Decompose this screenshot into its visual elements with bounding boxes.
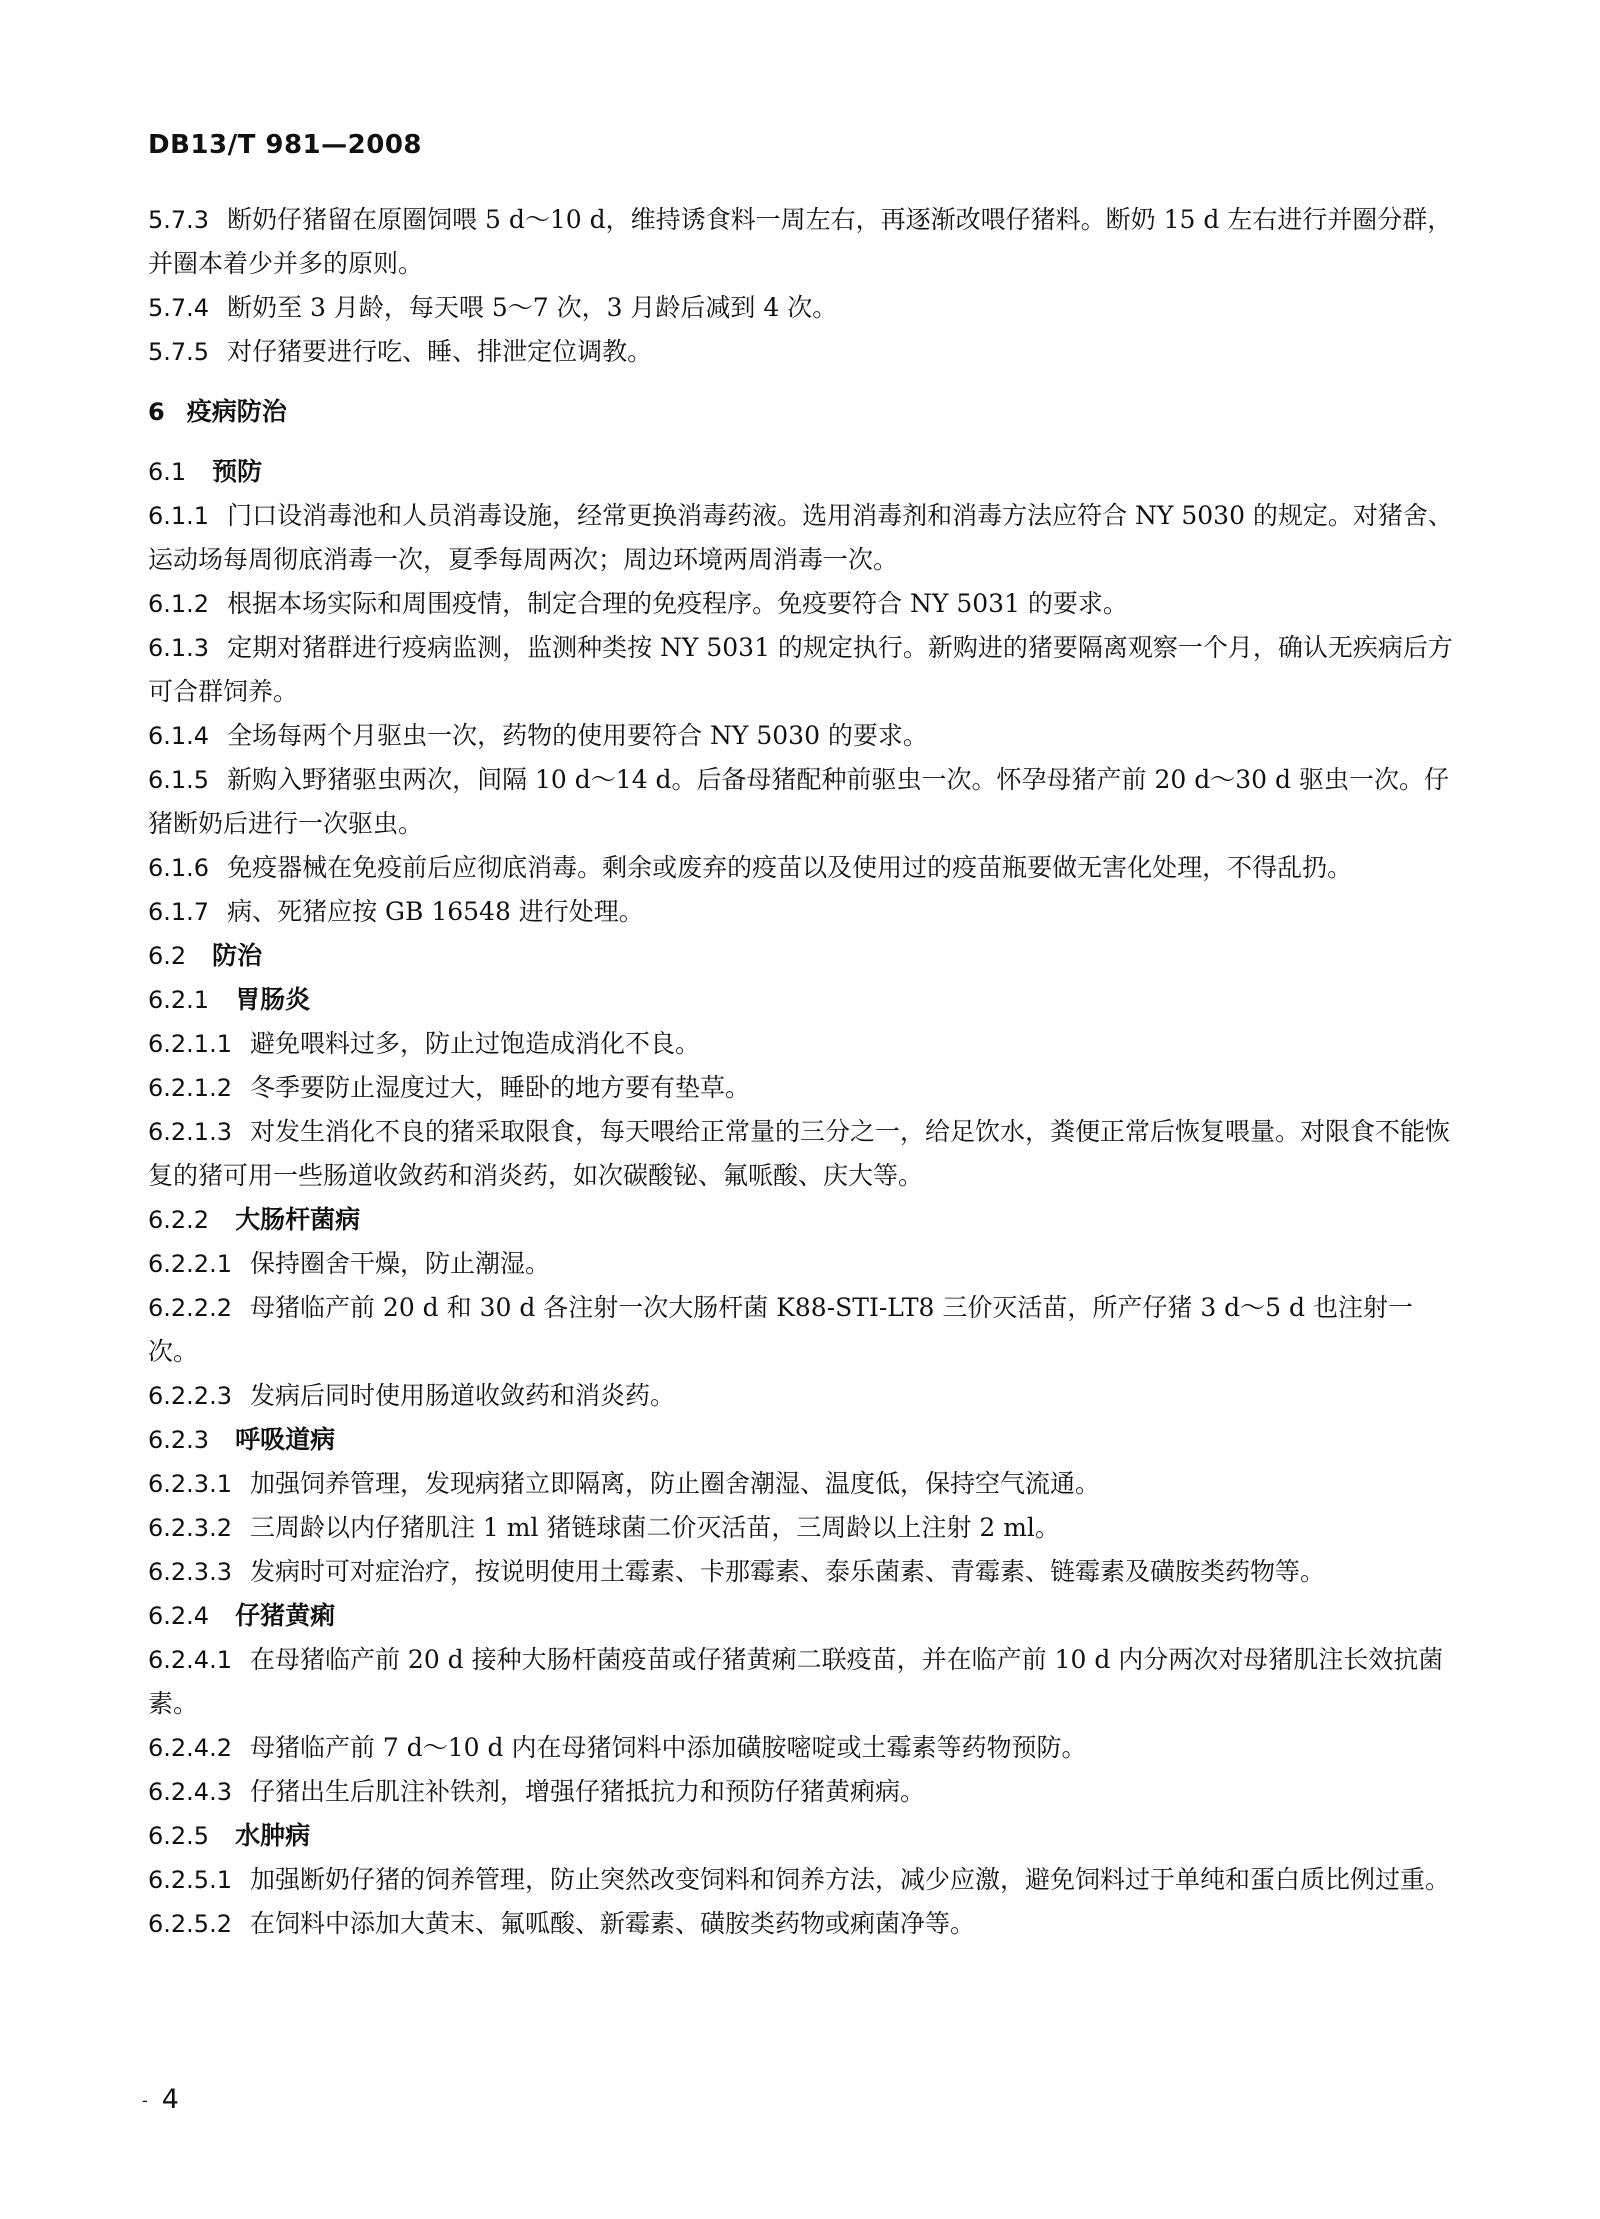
subsection-heading-6-2-5 <box>148 1814 1458 1858</box>
clause-number: 6.2.2.3 <box>148 1382 232 1410</box>
section-title: 疫病防治 <box>186 397 287 426</box>
clause-text: 母猪临产前 20 d 和 30 d 各注射一次大肠杆菌 K88-STI-LT8 三价灭活苗，所产仔猪 3 d～5 d 也注射一次。 <box>148 1293 1413 1366</box>
clause-text: 在母猪临产前 20 d 接种大肠杆菌疫苗或仔猪黄痢二联疫苗，并在临产前 10 d 内分两次对母猪肌注长效抗菌素。 <box>148 1645 1444 1718</box>
clause-text: 加强饲养管理，发现病猪立即隔离，防止圈舍潮湿、温度低，保持空气流通。 <box>249 1469 1100 1498</box>
clause-number: 6.1.6 <box>148 854 210 882</box>
page-number-dash: - <box>142 2091 148 2110</box>
clause-number: 6.1.5 <box>148 766 210 794</box>
clause-number: 6.2.3.1 <box>148 1470 232 1498</box>
subsection-number: 6.2.1 <box>148 986 210 1014</box>
section-number: 6 <box>148 398 165 426</box>
clause-text: 三周龄以内仔猪肌注 1 ml 猪链球菌二价灭活苗，三周龄以上注射 2 ml。 <box>249 1513 1060 1542</box>
clause-text: 断奶仔猪留在原圈饲喂 5 d～10 d，维持诱食料一周左右，再逐渐改喂仔猪料。断奶 15 d 左右进行并圈分群，并圈本着少并多的原则。 <box>148 205 1453 278</box>
clause-text: 避免喂料过多，防止过饱造成消化不良。 <box>249 1029 700 1058</box>
subsection-heading-6-2-2 <box>148 1198 1458 1242</box>
subsection-title: 胃肠炎 <box>235 985 311 1014</box>
clause-number: 6.2.3.3 <box>148 1558 232 1586</box>
clause-text: 断奶至 3 月龄，每天喂 5～7 次，3 月龄后减到 4 次。 <box>227 293 838 322</box>
clause-6-1-2 <box>148 582 1458 626</box>
document-id-header: DB13/T 981—2008 <box>148 130 422 160</box>
clause-number: 6.1.1 <box>148 502 210 530</box>
subsection-number: 6.2.3 <box>148 1426 210 1454</box>
subsection-title: 大肠杆菌病 <box>235 1205 361 1234</box>
clause-text: 发病时可对症治疗，按说明使用土霉素、卡那霉素、泰乐菌素、青霉素、链霉素及磺胺类药物等。 <box>249 1557 1325 1586</box>
clause-text: 定期对猪群进行疫病监测，监测种类按 NY 5031 的规定执行。新购进的猪要隔离观察一个月，确认无疾病后方可合群饲养。 <box>148 633 1453 706</box>
clause-5-7-4 <box>148 286 1458 330</box>
clause-6-2-2-1 <box>148 1242 1458 1286</box>
subsection-number: 6.2.4 <box>148 1602 210 1630</box>
clause-6-2-1-3 <box>148 1110 1458 1198</box>
clause-number: 5.7.3 <box>148 206 210 234</box>
subsection-title: 呼吸道病 <box>235 1425 336 1454</box>
clause-number: 6.2.5.1 <box>148 1866 232 1894</box>
subsection-heading-6-2-1 <box>148 978 1458 1022</box>
subsection-title: 水肿病 <box>235 1821 311 1850</box>
clause-6-2-2-2 <box>148 1286 1458 1374</box>
subsection-number: 6.2 <box>148 942 187 970</box>
clause-text: 加强断奶仔猪的饲养管理，防止突然改变饲料和饲养方法，减少应激，避免饲料过于单纯和蛋白质比例过重。 <box>249 1865 1450 1894</box>
clause-6-2-4-2 <box>148 1726 1458 1770</box>
clause-text: 在饲料中添加大黄末、氟呱酸、新霉素、磺胺类药物或痢菌净等。 <box>249 1909 975 1938</box>
clause-text: 门口设消毒池和人员消毒设施，经常更换消毒药液。选用消毒剂和消毒方法应符合 NY 5030 的规定。对猪舍、运动场每周彻底消毒一次，夏季每周两次；周边环境两周消毒一次。 <box>148 501 1453 574</box>
clause-number: 6.1.4 <box>148 722 210 750</box>
clause-6-2-5-2 <box>148 1902 1458 1946</box>
clause-number: 5.7.4 <box>148 294 210 322</box>
clause-number: 6.2.4.1 <box>148 1646 232 1674</box>
subsection-heading-6-2-4 <box>148 1594 1458 1638</box>
subsection-heading-6-2-3 <box>148 1418 1458 1462</box>
clause-text: 冬季要防止湿度过大，睡卧的地方要有垫草。 <box>249 1073 750 1102</box>
clause-6-2-3-2 <box>148 1506 1458 1550</box>
clause-6-1-3 <box>148 626 1458 714</box>
clause-text: 保持圈舍干燥，防止潮湿。 <box>249 1249 550 1278</box>
clause-text: 免疫器械在免疫前后应彻底消毒。剩余或废弃的疫苗以及使用过的疫苗瓶要做无害化处理，不得乱扔。 <box>227 853 1353 882</box>
clause-number: 6.1.7 <box>148 898 210 926</box>
clause-number: 6.2.1.3 <box>148 1118 232 1146</box>
clause-6-2-3-3 <box>148 1550 1458 1594</box>
clause-text: 发病后同时使用肠道收敛药和消炎药。 <box>249 1381 675 1410</box>
clause-6-2-4-3 <box>148 1770 1458 1814</box>
clause-number: 6.2.4.2 <box>148 1734 232 1762</box>
clause-5-7-5 <box>148 330 1458 374</box>
subsection-title: 预防 <box>212 457 263 486</box>
clause-text: 仔猪出生后肌注补铁剂，增强仔猪抵抗力和预防仔猪黄痢病。 <box>249 1777 925 1806</box>
clause-6-1-6 <box>148 846 1458 890</box>
subsection-number: 6.2.5 <box>148 1822 210 1850</box>
clause-number: 6.2.1.2 <box>148 1074 232 1102</box>
clause-6-2-4-1 <box>148 1638 1458 1726</box>
clause-number: 6.2.1.1 <box>148 1030 232 1058</box>
clause-6-1-4 <box>148 714 1458 758</box>
subsection-heading-6-2 <box>148 934 1458 978</box>
clause-number: 6.1.2 <box>148 590 210 618</box>
subsection-number: 6.2.2 <box>148 1206 210 1234</box>
clause-number: 6.2.2.2 <box>148 1294 232 1322</box>
clause-6-2-1-1 <box>148 1022 1458 1066</box>
clause-number: 6.1.3 <box>148 634 210 662</box>
subsection-number: 6.1 <box>148 458 187 486</box>
clause-number: 6.2.3.2 <box>148 1514 232 1542</box>
clause-5-7-3 <box>148 198 1458 286</box>
subsection-title: 仔猪黄痢 <box>235 1601 336 1630</box>
subsection-heading-6-1 <box>148 450 1458 494</box>
clause-6-2-1-2 <box>148 1066 1458 1110</box>
clause-6-1-5 <box>148 758 1458 846</box>
clause-number: 5.7.5 <box>148 338 210 366</box>
clause-number: 6.2.2.1 <box>148 1250 232 1278</box>
clause-text: 新购入野猪驱虫两次，间隔 10 d～14 d。后备母猪配种前驱虫一次。怀孕母猪产前 20 d～30 d 驱虫一次。仔猪断奶后进行一次驱虫。 <box>148 765 1449 838</box>
clause-6-2-3-1 <box>148 1462 1458 1506</box>
section-heading-6 <box>148 390 1458 434</box>
clause-6-2-2-3 <box>148 1374 1458 1418</box>
clause-text: 对发生消化不良的猪采取限食，每天喂给正常量的三分之一，给足饮水，粪便正常后恢复喂量。对限食不能恢复的猪可用一些肠道收敛药和消炎药，如次碳酸铋、氟哌酸、庆大等。 <box>148 1117 1450 1190</box>
clause-number: 6.2.4.3 <box>148 1778 232 1806</box>
page-number-value: 4 <box>161 2084 179 2115</box>
clause-6-2-5-1 <box>148 1858 1458 1902</box>
clause-text: 病、死猪应按 GB 16548 进行处理。 <box>227 897 644 926</box>
document-body <box>148 198 1458 1946</box>
clause-6-1-1 <box>148 494 1458 582</box>
clause-text: 对仔猪要进行吃、睡、排泄定位调教。 <box>227 337 653 366</box>
subsection-title: 防治 <box>212 941 263 970</box>
clause-text: 全场每两个月驱虫一次，药物的使用要符合 NY 5030 的要求。 <box>227 721 928 750</box>
clause-text: 根据本场实际和周围疫情，制定合理的免疫程序。免疫要符合 NY 5031 的要求。 <box>227 589 1128 618</box>
clause-6-1-7 <box>148 890 1458 934</box>
page-number <box>142 2084 179 2115</box>
clause-text: 母猪临产前 7 d～10 d 内在母猪饲料中添加磺胺嘧啶或土霉素等药物预防。 <box>249 1733 1087 1762</box>
clause-number: 6.2.5.2 <box>148 1910 232 1938</box>
